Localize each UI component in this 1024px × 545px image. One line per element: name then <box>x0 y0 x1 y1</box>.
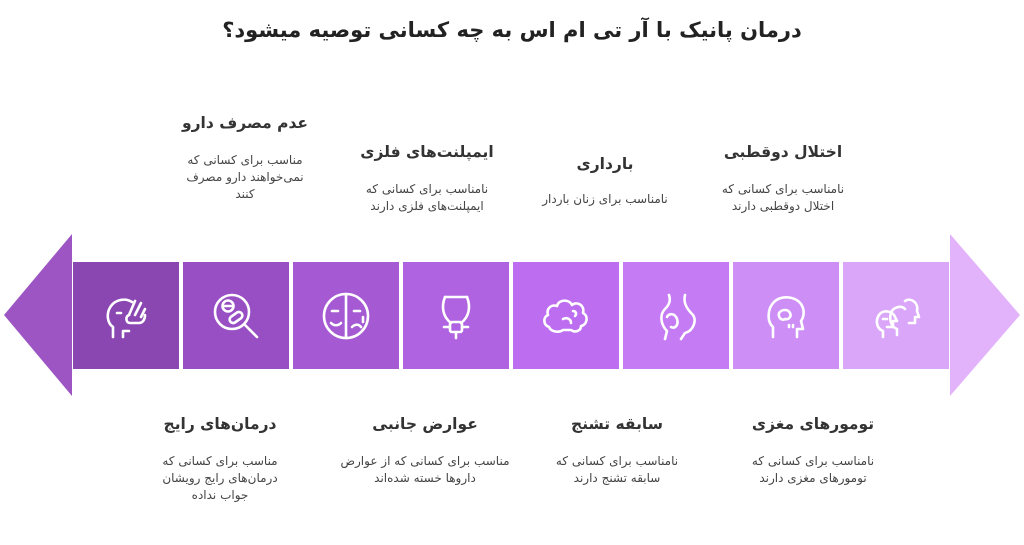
item-seizure-history <box>522 415 712 487</box>
item-heading: درمان‌های رایج <box>163 415 277 433</box>
tile-pregnancy <box>623 262 729 369</box>
item-heading: تومورهای مغزی <box>751 415 875 433</box>
item-heading: اختلال دوقطبی <box>723 143 843 161</box>
tile-brain <box>513 262 619 369</box>
mood-face-icon <box>319 289 373 343</box>
item-heading: ایمپلنت‌های فلزی <box>360 143 494 161</box>
two-heads-icon <box>869 289 923 343</box>
implant-device-icon <box>429 289 483 343</box>
item-heading: عدم مصرف دارو <box>181 114 309 132</box>
tile-metal-implants <box>183 262 289 369</box>
item-heading: عوارض جانبی <box>372 415 478 433</box>
item-common-treatments <box>125 415 315 504</box>
right-arrowhead <box>950 234 1020 396</box>
item-heading: سابقه تشنج <box>571 415 663 433</box>
diagram-title: درمان پانیک با آر تی ام اس به چه کسانی توصیه میشود؟ <box>222 18 802 42</box>
item-side-effects <box>325 415 525 487</box>
item-description: نامناسب برای کسانی که تومورهای مغزی دارند <box>751 454 875 485</box>
item-description: نامناسب برای کسانی که سابقه تشنج دارند <box>555 454 679 485</box>
item-description: مناسب برای کسانی که نمی‌خواهند دارو مصرف کنند <box>186 153 304 201</box>
head-tumor-icon <box>759 289 813 343</box>
head-hand-icon <box>99 289 153 343</box>
tile-bipolar <box>843 262 949 369</box>
item-description: مناسب برای کسانی که درمان‌های رایج رویشان جواب نداده <box>162 454 278 502</box>
tile-pregnancy-implant <box>403 262 509 369</box>
item-description: مناسب برای کسانی که از عوارض داروها خسته شده‌اند <box>340 454 510 485</box>
pill-search-icon <box>209 289 263 343</box>
item-pregnancy <box>520 155 690 208</box>
pregnant-belly-icon <box>649 289 703 343</box>
tile-seizure <box>733 262 839 369</box>
tile-side-effects <box>293 262 399 369</box>
item-bipolar <box>688 143 878 215</box>
tile-no-medication <box>73 262 179 369</box>
item-no-medication <box>150 114 340 203</box>
left-arrowhead <box>4 234 72 396</box>
item-brain-tumors <box>718 415 908 487</box>
item-description: نامناسب برای زنان باردار <box>542 192 668 206</box>
item-description: نامناسب برای کسانی که ایمپلنت‌های فلزی دارند <box>365 182 489 213</box>
item-description: نامناسب برای کسانی که اختلال دوقطبی دارند <box>721 182 845 213</box>
item-metal-implants <box>332 143 522 215</box>
brain-icon <box>539 289 593 343</box>
item-heading: بارداری <box>576 155 634 173</box>
